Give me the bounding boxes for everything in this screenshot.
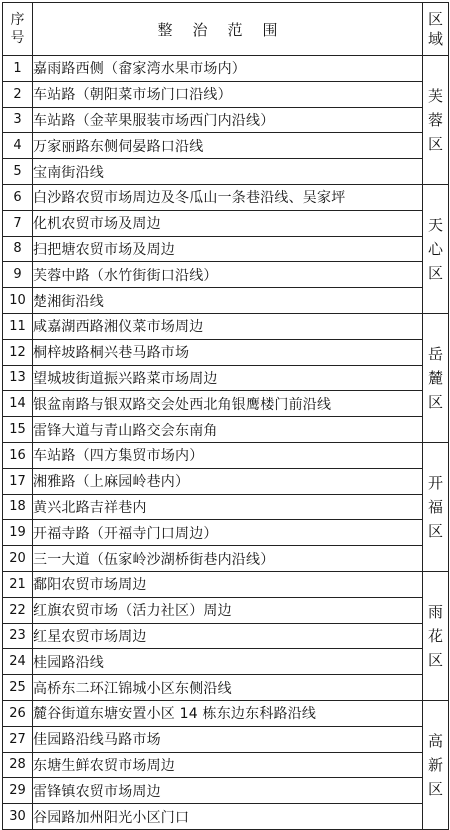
row-scope: 佳园路沿线马路市场 (33, 726, 423, 752)
row-scope: 东塘生鲜农贸市场周边 (33, 752, 423, 778)
row-number: 18 (3, 494, 33, 520)
table-row (3, 597, 449, 623)
row-number: 13 (3, 365, 33, 391)
row-number: 25 (3, 675, 33, 701)
region-cell (423, 184, 449, 313)
row-number: 4 (3, 133, 33, 159)
row-scope: 麓谷街道东塘安置小区 14 栋东边东科路沿线 (33, 700, 423, 726)
region-cell (423, 571, 449, 700)
row-scope: 红星农贸市场周边 (33, 623, 423, 649)
region-char: 新 (427, 755, 443, 774)
row-number: 3 (3, 107, 33, 133)
row-scope: 芙蓉中路（水竹街街口沿线） (33, 262, 423, 288)
row-scope: 宝南街沿线 (33, 159, 423, 185)
row-number: 17 (3, 468, 33, 494)
row-number: 26 (3, 700, 33, 726)
region-char: 区 (427, 134, 443, 153)
row-scope: 开福寺路（开福寺门口周边） (33, 520, 423, 546)
region-char: 区 (427, 392, 443, 411)
row-scope: 桐梓坡路桐兴巷马路市场 (33, 339, 423, 365)
table-row (3, 210, 449, 236)
region-char: 麓 (427, 368, 443, 387)
region-char: 芙 (427, 86, 443, 105)
row-scope: 湘雅路（上麻园岭巷内） (33, 468, 423, 494)
row-number: 19 (3, 520, 33, 546)
table-row (3, 623, 449, 649)
table-row (3, 649, 449, 675)
table-row (3, 494, 449, 520)
table-row (3, 752, 449, 778)
table-row (3, 442, 449, 468)
row-number: 16 (3, 442, 33, 468)
region-char: 蓉 (427, 110, 443, 129)
row-scope: 楚湘街沿线 (33, 288, 423, 314)
region-char: 区 (427, 263, 443, 282)
row-scope: 雷锋镇农贸市场周边 (33, 778, 423, 804)
table-row (3, 262, 449, 288)
table-row (3, 365, 449, 391)
row-number: 24 (3, 649, 33, 675)
row-scope: 桂园路沿线 (33, 649, 423, 675)
row-number: 10 (3, 288, 33, 314)
region-char: 区 (427, 521, 443, 540)
row-scope: 望城坡街道振兴路菜市场周边 (33, 365, 423, 391)
remediation-scope-table (2, 2, 449, 830)
region-char: 福 (427, 497, 443, 516)
row-number: 28 (3, 752, 33, 778)
header-region-char: 域 (427, 30, 443, 48)
row-number: 30 (3, 804, 33, 830)
row-scope: 雷锋大道与青山路交会东南角 (33, 417, 423, 443)
row-scope: 鄱阳农贸市场周边 (33, 571, 423, 597)
table-row (3, 417, 449, 443)
table-row (3, 571, 449, 597)
table-header-row (3, 3, 449, 56)
header-serial-char: 序 (10, 12, 25, 28)
region-char: 开 (427, 473, 443, 492)
table-row (3, 675, 449, 701)
table-row (3, 236, 449, 262)
row-scope: 银盆南路与银双路交会处西北角银鹰楼门前沿线 (33, 391, 423, 417)
region-char: 岳 (427, 344, 443, 363)
row-number: 27 (3, 726, 33, 752)
row-number: 9 (3, 262, 33, 288)
table-row (3, 339, 449, 365)
table-row (3, 520, 449, 546)
header-serial-char: 号 (10, 30, 25, 46)
header-region (423, 3, 449, 56)
row-number: 1 (3, 56, 33, 82)
header-region-char: 区 (427, 10, 443, 28)
region-char: 天 (427, 215, 443, 234)
row-number: 11 (3, 313, 33, 339)
row-number: 15 (3, 417, 33, 443)
region-cell (423, 313, 449, 442)
table-row (3, 56, 449, 82)
row-scope: 谷园路加州阳光小区门口 (33, 804, 423, 830)
row-number: 14 (3, 391, 33, 417)
row-number: 7 (3, 210, 33, 236)
row-number: 6 (3, 184, 33, 210)
row-number: 20 (3, 546, 33, 572)
table-row (3, 778, 449, 804)
table-row (3, 107, 449, 133)
row-number: 23 (3, 623, 33, 649)
region-char: 花 (427, 626, 443, 645)
row-scope: 扫把塘农贸市场及周边 (33, 236, 423, 262)
row-scope: 高桥东二环江锦城小区东侧沿线 (33, 675, 423, 701)
row-number: 2 (3, 81, 33, 107)
table-row (3, 313, 449, 339)
table-row (3, 391, 449, 417)
row-scope: 三一大道（伍家岭沙湖桥街巷内沿线） (33, 546, 423, 572)
region-cell (423, 442, 449, 571)
table-row (3, 184, 449, 210)
table-row (3, 700, 449, 726)
row-scope: 嘉雨路西侧（畲家湾水果市场内） (33, 56, 423, 82)
row-scope: 红旗农贸市场（活力社区）周边 (33, 597, 423, 623)
table-row (3, 468, 449, 494)
region-char: 区 (427, 650, 443, 669)
table-row (3, 81, 449, 107)
table-row (3, 804, 449, 830)
row-number: 12 (3, 339, 33, 365)
region-cell (423, 700, 449, 829)
table-row (3, 726, 449, 752)
header-serial-number (3, 3, 33, 56)
row-number: 22 (3, 597, 33, 623)
region-char: 心 (427, 239, 443, 258)
row-scope: 车站路（金苹果服装市场西门内沿线） (33, 107, 423, 133)
table-row (3, 288, 449, 314)
region-char: 高 (427, 731, 443, 750)
row-number: 29 (3, 778, 33, 804)
row-scope: 白沙路农贸市场周边及冬瓜山一条巷沿线、吴家坪 (33, 184, 423, 210)
table-body (3, 56, 449, 830)
region-char: 雨 (427, 602, 443, 621)
row-number: 21 (3, 571, 33, 597)
row-scope: 万家丽路东侧伺晏路口沿线 (33, 133, 423, 159)
table-row (3, 546, 449, 572)
row-scope: 咸嘉湖西路湘仪菜市场周边 (33, 313, 423, 339)
row-scope: 黄兴北路吉祥巷内 (33, 494, 423, 520)
header-scope: 整治范围 (33, 3, 423, 56)
row-number: 5 (3, 159, 33, 185)
row-scope: 车站路（四方集贸市场内） (33, 442, 423, 468)
row-scope: 化机农贸市场及周边 (33, 210, 423, 236)
region-char: 区 (427, 779, 443, 798)
row-number: 8 (3, 236, 33, 262)
table-row (3, 133, 449, 159)
region-cell (423, 56, 449, 185)
row-scope: 车站路（朝阳菜市场门口沿线） (33, 81, 423, 107)
table-row (3, 159, 449, 185)
